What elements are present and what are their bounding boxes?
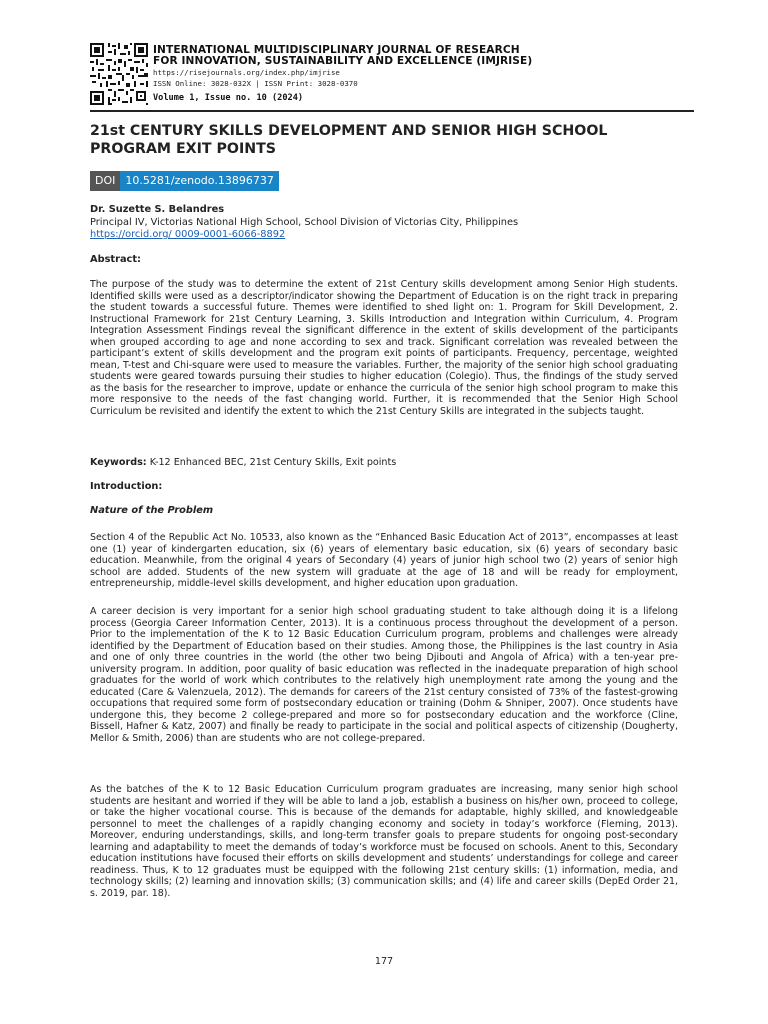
journal-issn: ISSN Online: 3028-032X | ISSN Print: 3028-0370	[153, 78, 358, 88]
keywords-line	[90, 456, 396, 469]
journal-info	[153, 45, 693, 103]
qr-code-icon	[90, 43, 148, 105]
doi-value[interactable]: 10.5281/zenodo.13896737	[120, 171, 278, 191]
keywords-text: K-12 Enhanced BEC, 21st Century Skills, Exit points	[149, 457, 397, 468]
intro-paragraph-1: Section 4 of the Republic Act No. 10533, also known as the “Enhanced Basic Education Act of 2013”, encompasses at least one (1) year of kindergarten education, six (6) years of elementary basic education, six (6) years of secondary basic education. Meanwhile, from the original 4 years of Secondary (4) years of junior high school two (2) years of senior high school are added. Students of the new system will graduate at the age of 18 and will be ready for employment, entrepreneurship, middle-level skills development, and higher education upon graduation.	[90, 532, 678, 590]
journal-url[interactable]: https://risejournals.org/index.php/imjrise	[153, 68, 340, 77]
journal-issue: Volume 1, Issue no. 10 (2024)	[153, 93, 304, 104]
doi-label: DOI	[90, 171, 120, 191]
journal-name-line2: FOR INNOVATION, SUSTAINABILITY AND EXCELLENCE (IMJRISE)	[153, 55, 533, 67]
doi-badge[interactable]	[90, 171, 279, 191]
intro-paragraph-3: As the batches of the K to 12 Basic Education Curriculum program graduates are increasing, many senior high school students are hesitant and worried if they will be able to land a job, establish a business on his/her own, proceed to college, or take the higher vocational course. This is because of the demands for adaptable, highly skilled, and knowledgeable personnel to meet the challenges of a rapidly changing economy and society in today’s workforce (Fleming, 2013). Moreover, enduring understandings, skills, and long-term transfer goals to prepare students for ongoing post-secondary learning and adaptability to meet the demands of today’s workforce must be focused on schools. Anent to this, Secondary education institutions have focused their efforts on skills development and students’ understandings for college and career readiness. Thus, K to 12 graduates must be equipped with the following 21st century skills: (1) information, media, and technology skills; (2) learning and innovation skills; (3) communication skills; and (4) life and career skills (DepEd Order 21, s. 2019, par. 18).	[90, 784, 678, 899]
orcid-link[interactable]: https://orcid.org/ 0009-0001-6066-8892	[90, 229, 286, 240]
header-divider	[90, 110, 694, 112]
abstract-heading: Abstract:	[90, 254, 141, 265]
author-block	[90, 204, 690, 242]
author-name: Dr. Suzette S. Belandres	[90, 204, 225, 215]
keywords-label: Keywords:	[90, 457, 147, 468]
intro-paragraph-2: A career decision is very important for a senior high school graduating student to take although doing it is a lifelong process (Georgia Career Information Center, 2013). It is a continuous process throughout the development of a person. Prior to the implementation of the K to 12 Basic Education Curriculum program, problems and challenges were already identified by the Department of Education based on their studies. Among those, the Philippines is the last country in Asia and one of only three countries in the world (the other two being Djibouti and Angola of Africa) with a ten-year pre-university program. In addition, poor quality of basic education was reflected in the inadequate preparation of high school graduates for the world of work which contributes to the relatively high unemployment rate among the young and the educated (Care & Valenzuela, 2012). The demands for careers of the 21st century consisted of 73% of the fastest-growing occupations that required some form of postsecondary education or training (Dohm & Shniper, 2007). Once students have undergone this, they become 2 college-prepared and more so for postsecondary education and the workforce (Cline, Bissell, Hafner & Katz, 2007) and finally be ready to participate in the social and political aspects of citizenship (Dougherty, Mellor & Smith, 2006) than are students who are not college-prepared.	[90, 606, 678, 745]
journal-name-line1: INTERNATIONAL MULTIDISCIPLINARY JOURNAL OF RESEARCH	[153, 44, 520, 56]
page-number: 177	[374, 956, 394, 967]
abstract-text: The purpose of the study was to determine the extent of 21st Century skills development among Senior High students. Identified skills were used as a descriptor/indicator showing the Department of Education is on the right track in preparing the student towards a successful future. Themes were identified to shed light on: 1. Program for Skill Development, 2. Instructional Framework for 21st Century Learning, 3. Skills Introduction and Integration within Curriculum, 4. Program Integration Assessment Findings reveal the significant difference in the extent of skills development of the participants when grouped according to age and none according to sex and track. Significant correlation was revealed between the participant’s extent of skills development and the program exit points of participants. Frequency, percentage, weighted mean, T-test and Chi-square were used to measure the variables. Further, the majority of the senior high school graduating students were geared towards pursuing their studies to higher education (Colegio). Thus, the findings of the study served as the basis for the researcher to improve, update or enhance the curricula of the senior high school program to make this more responsive to the needs of the fast changing world. Further, it is recommended that the Senior High School Curriculum be revisited and identify the extent to which the 21st Century Skills are integrated in the subjects taught.	[90, 279, 678, 418]
nature-of-problem-heading: Nature of the Problem	[90, 505, 214, 516]
introduction-heading: Introduction:	[90, 481, 163, 492]
journal-header	[90, 43, 690, 109]
author-affiliation: Principal IV, Victorias National High School, School Division of Victorias City, Philippines	[90, 216, 519, 228]
paper-title: 21st CENTURY SKILLS DEVELOPMENT AND SENIOR HIGH SCHOOL PROGRAM EXIT POINTS	[90, 123, 608, 157]
